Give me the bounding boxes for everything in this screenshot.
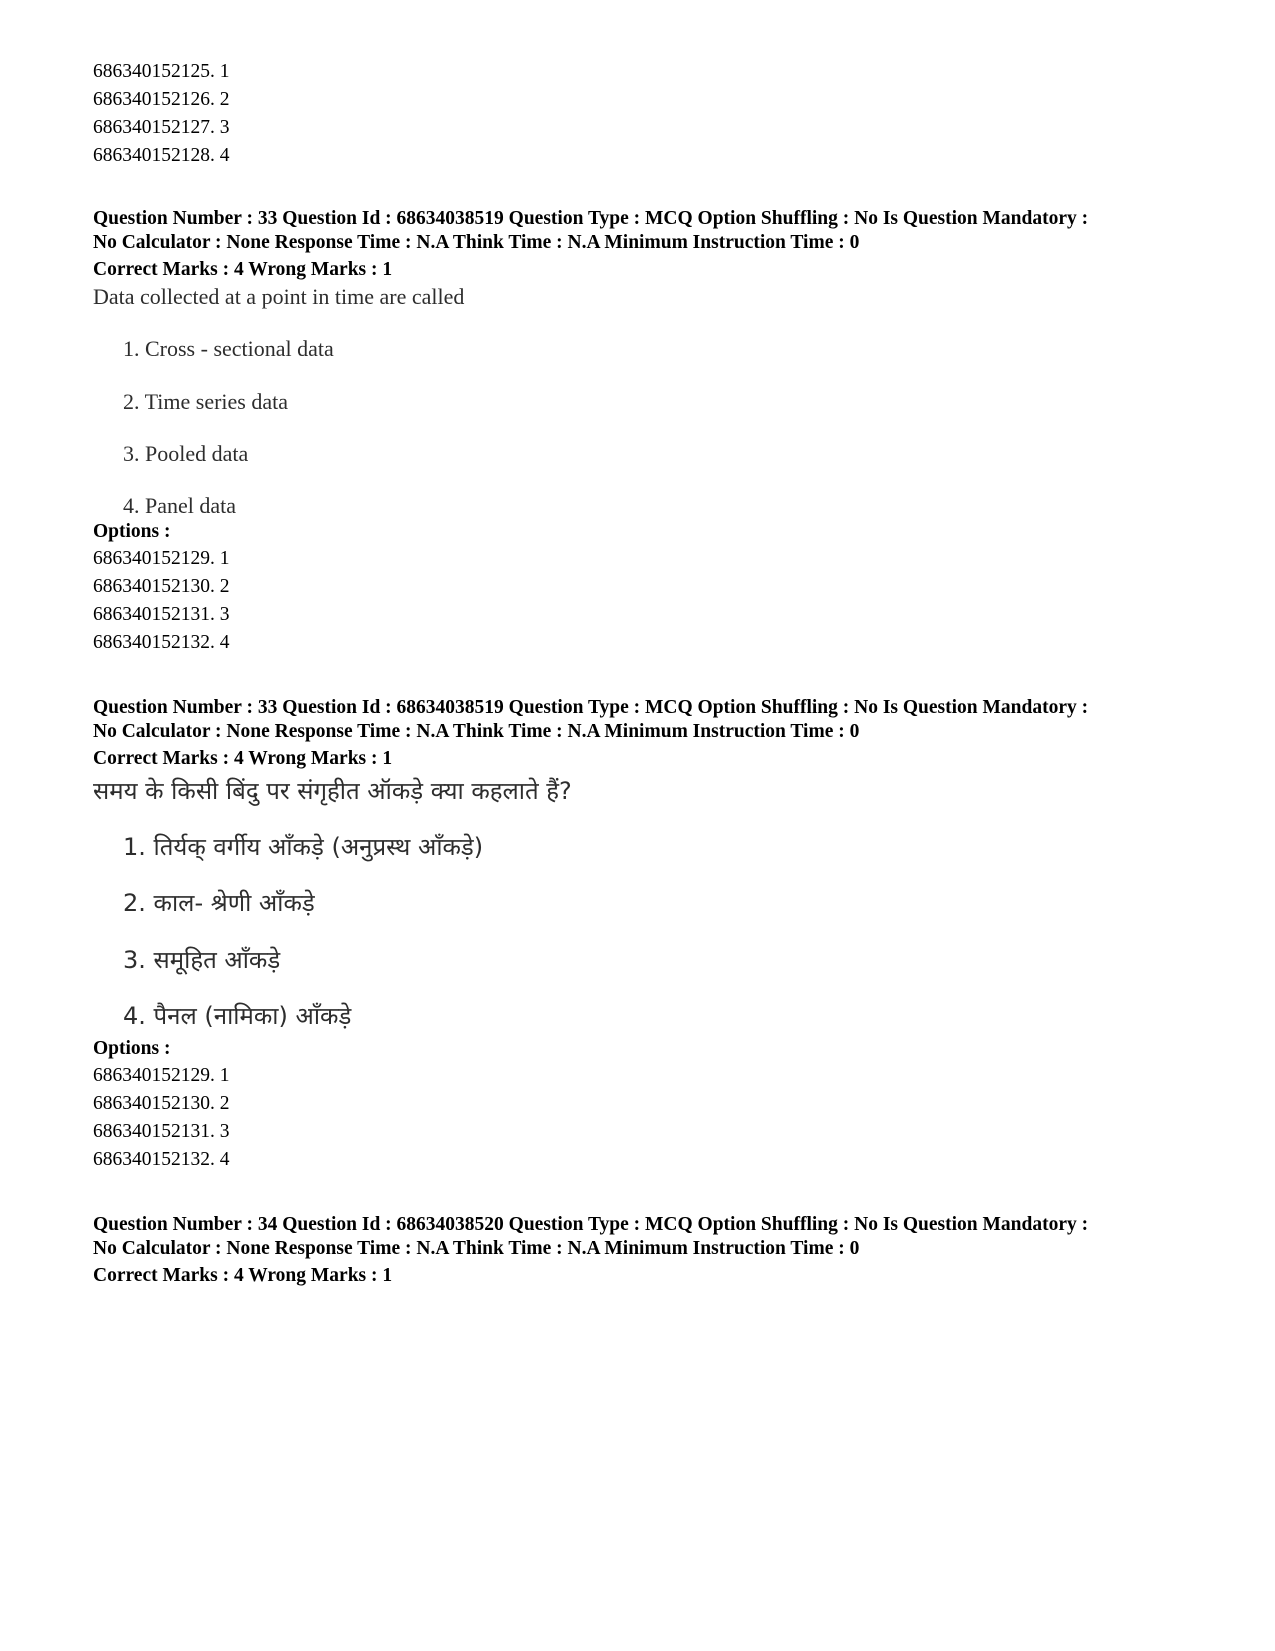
question-header-line1: Question Number : 34 Question Id : 68634038520 Question Type : MCQ Option Shuffling : No Is Question Mandatory :	[93, 1214, 1089, 1235]
question-marks: Correct Marks : 4 Wrong Marks : 1	[93, 259, 393, 280]
question-header-line1: Question Number : 33 Question Id : 68634038519 Question Type : MCQ Option Shuffling : No Is Question Mandatory :	[93, 697, 1089, 718]
question-header-line1: Question Number : 33 Question Id : 68634038519 Question Type : MCQ Option Shuffling : No Is Question Mandatory :	[93, 208, 1089, 229]
answer-choice: 2. काल- श्रेणी आँकड़े	[123, 889, 315, 917]
question-text: Data collected at a point in time are called	[93, 284, 465, 309]
answer-choice: 2. Time series data	[123, 389, 288, 414]
answer-choice: 1. Cross - sectional data	[123, 336, 334, 361]
option-id-line: 686340152131. 3	[93, 604, 230, 625]
answer-choice: 4. Panel data	[123, 493, 237, 518]
question-header-line2: No Calculator : None Response Time : N.A Think Time : N.A Minimum Instruction Time : 0	[93, 1238, 860, 1259]
question-marks: Correct Marks : 4 Wrong Marks : 1	[93, 1265, 393, 1286]
answer-choice: 4. पैनल (नामिका) आँकड़े	[123, 1002, 352, 1030]
answer-choice: 1. तिर्यक् वर्गीय आँकड़े (अनुप्रस्थ आँकड़े)	[123, 833, 484, 861]
option-id-line: 686340152129. 1	[93, 548, 230, 569]
option-id-line: 686340152128. 4	[93, 145, 230, 166]
answer-choice: 3. समूहित आँकड़े	[123, 946, 281, 974]
option-id-line: 686340152132. 4	[93, 632, 230, 653]
option-id-line: 686340152125. 1	[93, 61, 230, 82]
question-header-line2: No Calculator : None Response Time : N.A Think Time : N.A Minimum Instruction Time : 0	[93, 721, 860, 742]
question-text: समय के किसी बिंदु पर संगृहीत ऑकड़े क्या कहलाते हैं?	[93, 777, 572, 805]
question-header-line2: No Calculator : None Response Time : N.A Think Time : N.A Minimum Instruction Time : 0	[93, 232, 860, 253]
option-id-line: 686340152131. 3	[93, 1121, 230, 1142]
option-id-line: 686340152129. 1	[93, 1065, 230, 1086]
option-id-line: 686340152126. 2	[93, 89, 230, 110]
option-id-line: 686340152127. 3	[93, 117, 230, 138]
options-label: Options :	[93, 1038, 171, 1059]
answer-choice: 3. Pooled data	[123, 441, 249, 466]
options-label: Options :	[93, 521, 171, 542]
option-id-line: 686340152130. 2	[93, 1093, 230, 1114]
option-id-line: 686340152132. 4	[93, 1149, 230, 1170]
question-marks: Correct Marks : 4 Wrong Marks : 1	[93, 748, 393, 769]
option-id-line: 686340152130. 2	[93, 576, 230, 597]
